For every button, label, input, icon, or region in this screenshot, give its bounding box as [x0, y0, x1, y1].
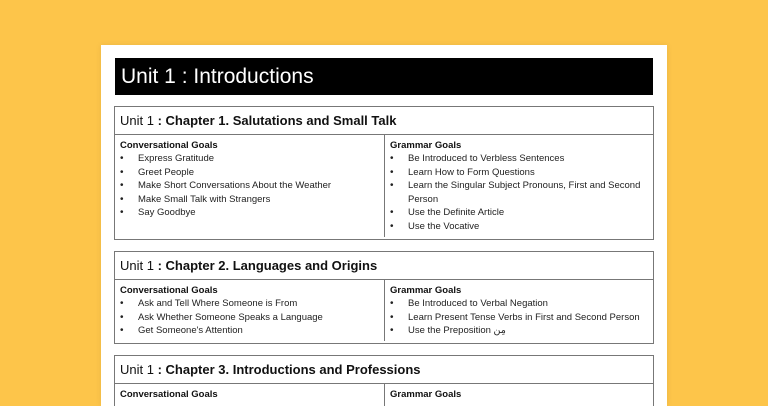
chapter-2-table: [114, 251, 654, 344]
chapter-2-title: [115, 252, 653, 280]
list-item: • Get Someone's Attention: [120, 324, 380, 338]
list-item: • Learn Present Tense Verbs in First and Second Person: [390, 311, 649, 325]
chapter-3-conversational-goals: [115, 384, 385, 406]
list-item: • Use the Vocative: [390, 220, 649, 234]
chapter-1-grammar-goals: [385, 135, 653, 237]
list-item: • Ask and Tell Where Someone is From: [120, 297, 380, 311]
unit-title: Unit 1 : Introductions: [115, 58, 653, 95]
chapter-2-unit-prefix: Unit 1: [120, 258, 158, 273]
list-item: • Make Short Conversations About the Weather: [120, 179, 380, 193]
list-item: • Use the Definite Article: [390, 206, 649, 220]
chapter-1-title-text: : Chapter 1. Salutations and Small Talk: [157, 113, 397, 128]
list-item: • Express Gratitude: [120, 152, 380, 166]
grammar-goals-heading: Grammar Goals: [390, 140, 462, 151]
chapter-2-conversational-goals: [115, 280, 385, 341]
chapter-1-title: [115, 107, 653, 135]
list-item: • Say Goodbye: [120, 206, 380, 220]
grammar-goals-heading: Grammar Goals: [390, 285, 462, 296]
list-item: • Learn the Singular Subject Pronouns, First and Second Person: [390, 179, 649, 206]
document-page: [101, 45, 667, 406]
chapter-1-table: [114, 106, 654, 240]
chapter-3-table: [114, 355, 654, 406]
list-item: • Ask Whether Someone Speaks a Language: [120, 311, 380, 325]
conversational-goals-heading: Conversational Goals: [120, 285, 218, 296]
chapter-3-unit-prefix: Unit 1: [120, 362, 158, 377]
grammar-goals-heading: Grammar Goals: [390, 389, 462, 400]
chapter-1-conversational-goals: [115, 135, 385, 237]
list-item: • Use the Preposition مِن: [390, 324, 649, 338]
conversational-goals-heading: Conversational Goals: [120, 140, 218, 151]
chapter-3-grammar-goals: [385, 384, 653, 406]
list-item: • Learn How to Form Questions: [390, 166, 649, 180]
list-item: • Greet People: [120, 166, 380, 180]
list-item: • Be Introduced to Verbless Sentences: [390, 152, 649, 166]
conversational-goals-heading: Conversational Goals: [120, 389, 218, 400]
list-item: • Be Introduced to Verbal Negation: [390, 297, 649, 311]
list-item: • Make Small Talk with Strangers: [120, 193, 380, 207]
chapter-2-title-text: : Chapter 2. Languages and Origins: [157, 258, 378, 273]
chapter-3-title-text: : Chapter 3. Introductions and Professions: [157, 362, 421, 377]
chapter-3-title: [115, 356, 653, 384]
chapter-2-grammar-goals: [385, 280, 653, 341]
chapter-1-unit-prefix: Unit 1: [120, 113, 158, 128]
